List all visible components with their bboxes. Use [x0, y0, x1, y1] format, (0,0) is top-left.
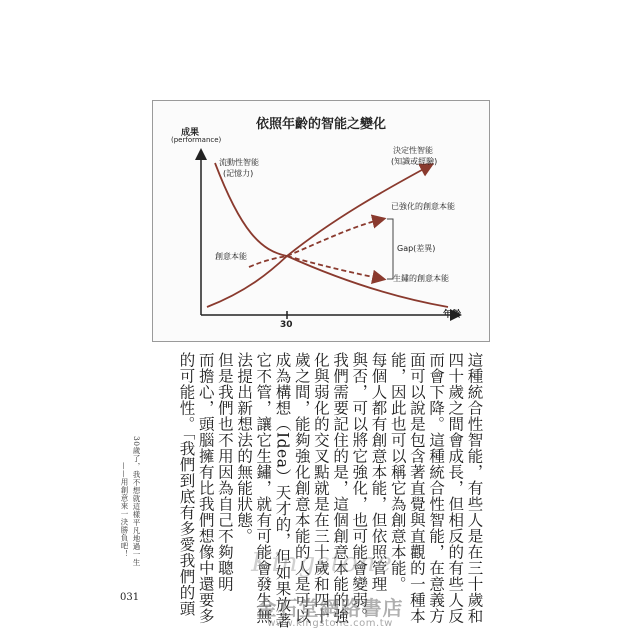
crystallized-intelligence-label: 決定性智能: [393, 146, 433, 155]
text-column: 面可以說是包含著直覺與直觀的一種本: [407, 352, 426, 624]
crystallized-intelligence-sublabel: (知識或經驗): [391, 157, 438, 166]
text-column: 四十歲之間會成長，但相反的有些人反: [446, 352, 465, 624]
running-head-title: 30歲了，我不想就這樣平凡地過一生: [132, 436, 141, 567]
text-column: 的可能性。「我們到底有多愛我們的頭: [177, 352, 196, 617]
fluid-intelligence-label: 流動性智能: [219, 158, 259, 167]
text-column: 它不管，讓它生鏽，就有可能會發生無: [254, 352, 273, 624]
age-intelligence-figure: [152, 100, 490, 342]
fluid-intelligence-sublabel: (記憶力): [223, 169, 254, 178]
text-column: 而會下降。這種統合性智能，在意義方: [427, 352, 446, 624]
text-column: 法提出新想法的無能狀態。: [235, 352, 254, 544]
text-column: 我們需要記住的是，這個創意本能的強: [331, 352, 350, 624]
text-column: 與否，可以將它強化，也可能會變弱。: [350, 352, 369, 624]
crystallized-intelligence-curve: [207, 165, 431, 307]
watermark-store-name: 金石堂網路書店: [256, 596, 404, 620]
y-axis-label: 成果: [181, 128, 200, 138]
strengthened-creative-label: 已強化的創意本能: [391, 202, 455, 211]
creative-instinct-label: 創意本能: [215, 252, 247, 261]
text-column: 每個人都有創意本能，但依照管理: [369, 352, 388, 592]
text-column: 化與弱化的交叉點就是在三十歲和四十: [311, 352, 330, 624]
text-column: 這種統合性智能，有些人是在三十歲和: [465, 352, 484, 624]
watermark-url: www.kingstone.com.tw: [267, 618, 393, 629]
watermark-logo-text: Kingstone: [251, 548, 393, 578]
gap-label: Gap(差異): [397, 244, 436, 253]
gap-bracket: [387, 219, 393, 279]
x-tick-label: 30: [280, 320, 293, 330]
text-column: 成為構想（Idea）天才的，但如果放著: [273, 352, 292, 629]
text-column: 而擔心，頭腦擁有比我們想像中還要多: [196, 352, 215, 624]
y-axis-sublabel: (performance): [171, 136, 222, 144]
running-head-subtitle: ——用創意來一決勝負吧！: [120, 462, 129, 558]
x-axis-label: 年齡: [443, 310, 462, 320]
page-number: 031: [120, 592, 140, 603]
figure-title: 依照年齡的智能之變化: [255, 117, 386, 132]
text-column: 歲之間，能夠強化創意本能的人是可以: [292, 352, 311, 624]
text-column: 但是我們也不用因為自己不夠聰明: [215, 352, 234, 592]
text-column: 能，因此也可以稱它為創意本能。: [388, 352, 407, 592]
rusted-creative-label: 生鏽的創意本能: [393, 274, 449, 283]
strengthened-creative-curve: [287, 219, 383, 256]
